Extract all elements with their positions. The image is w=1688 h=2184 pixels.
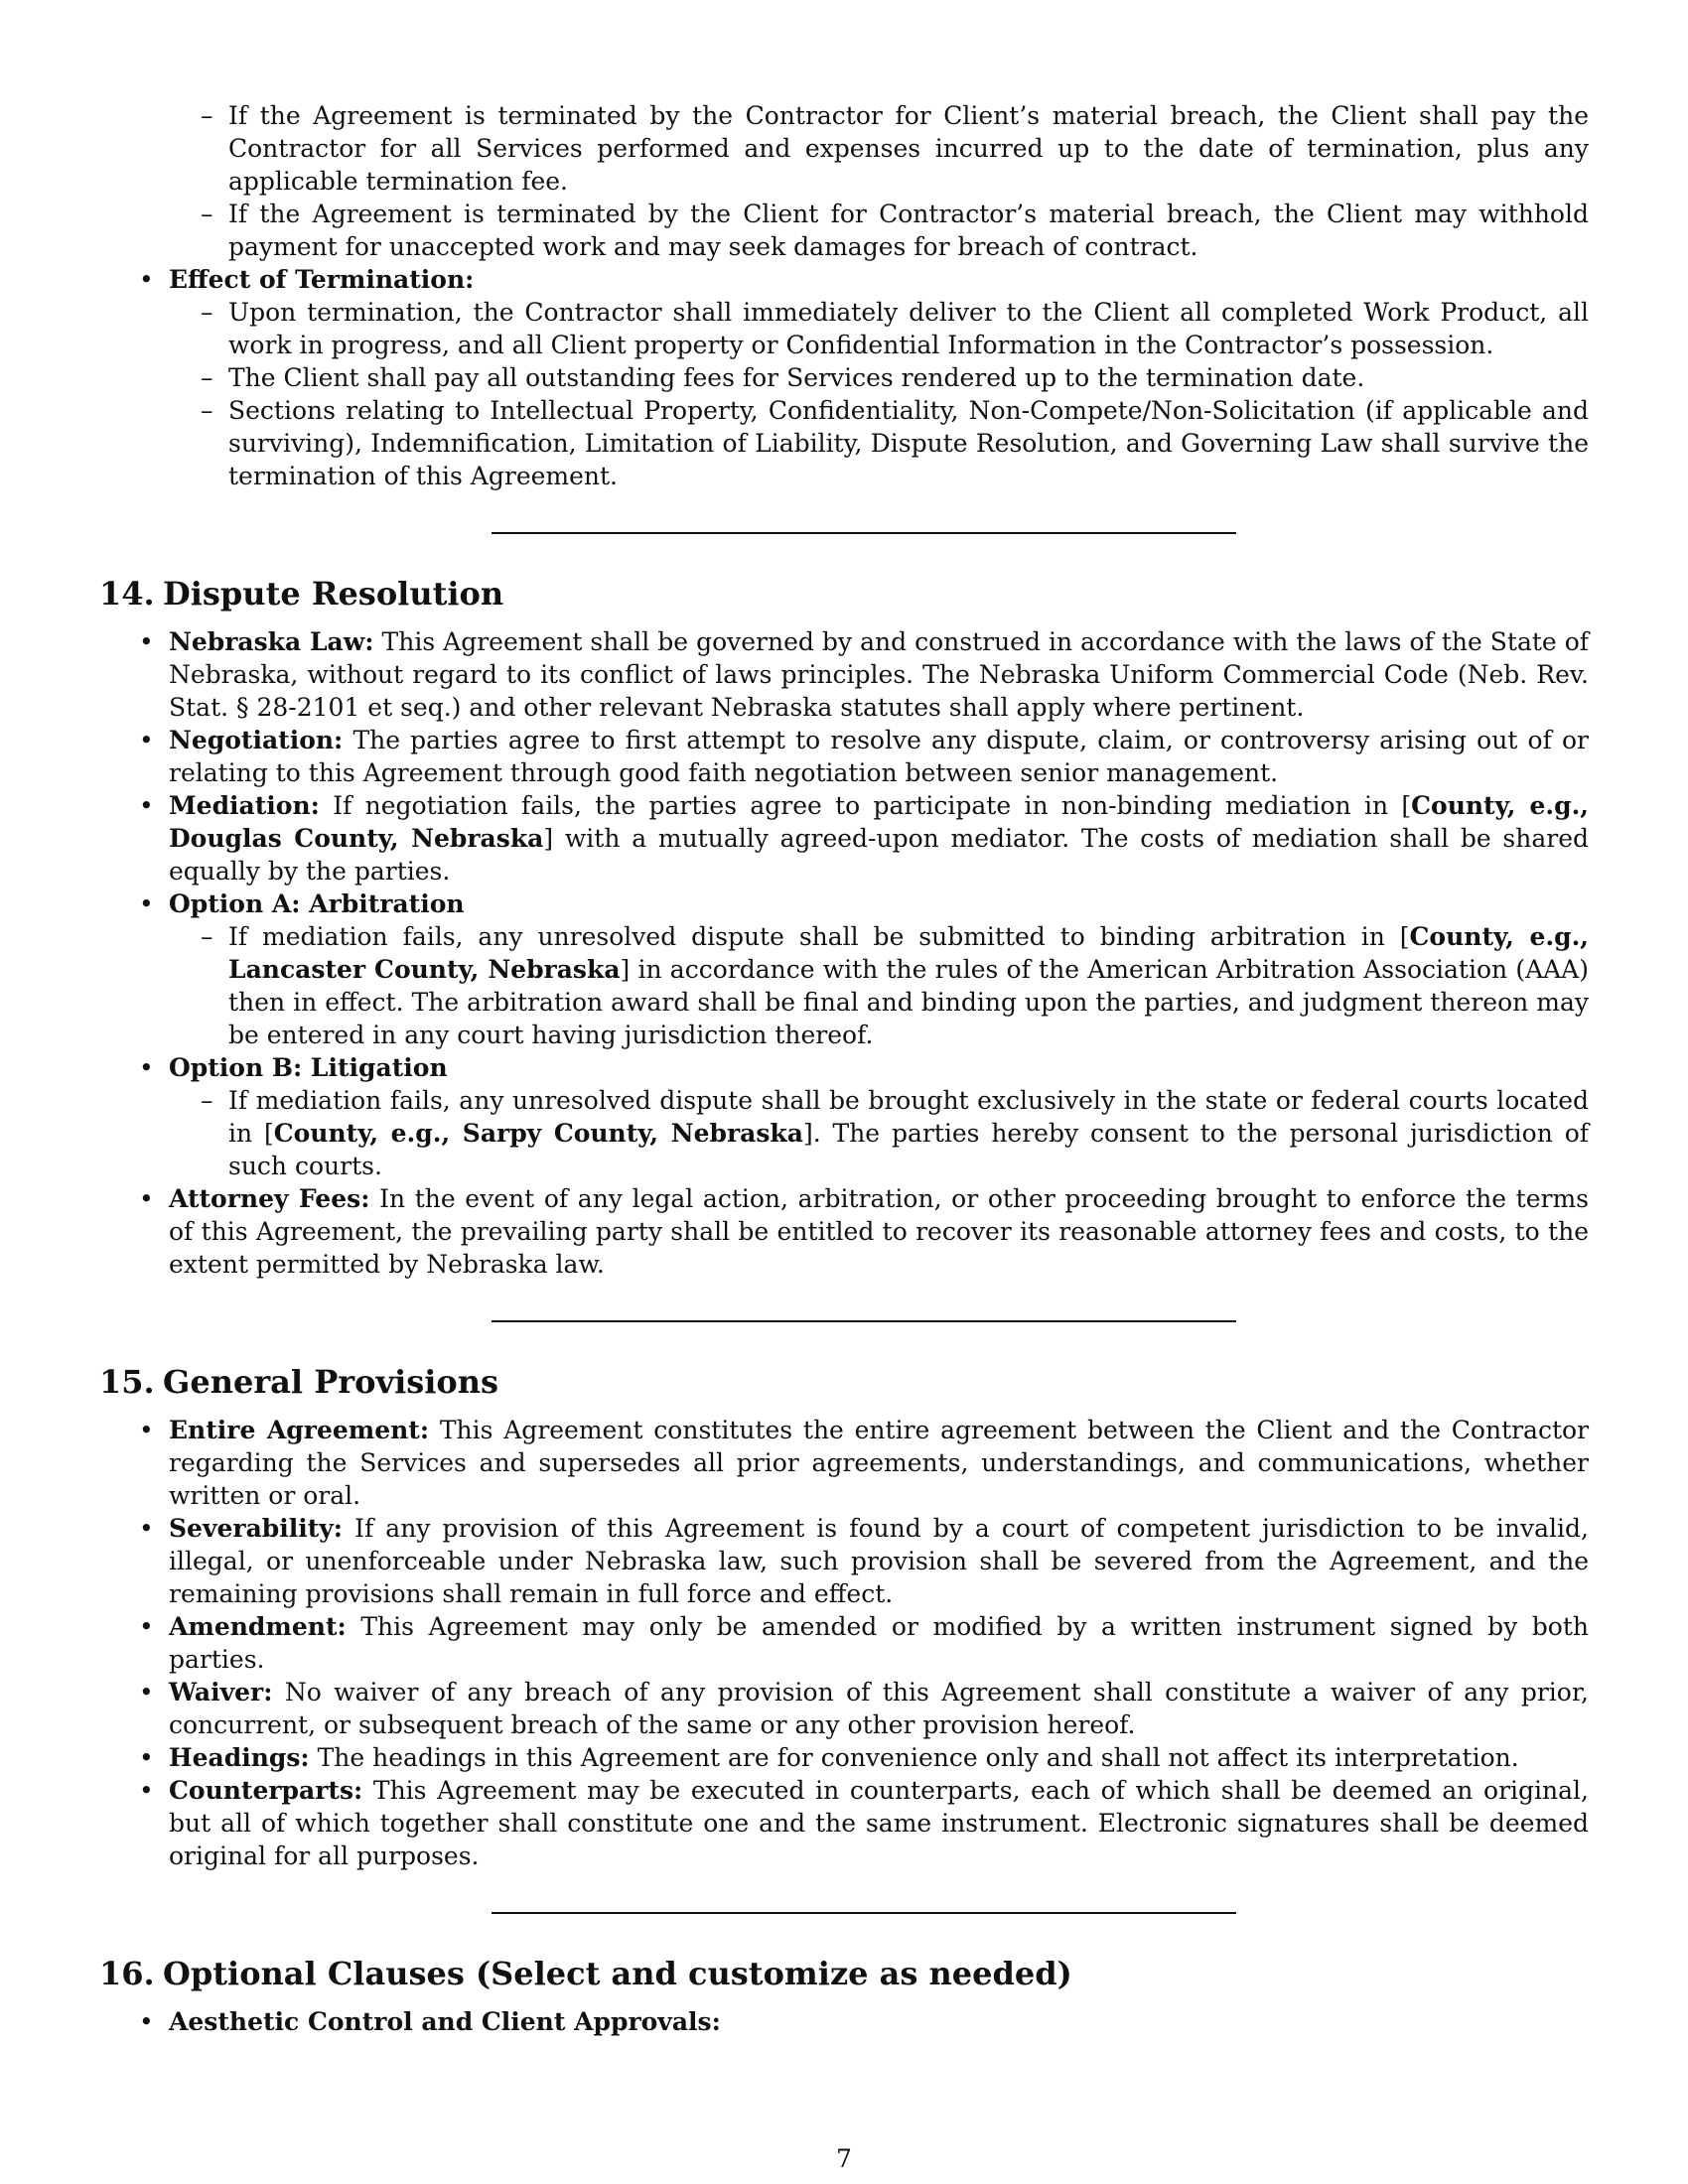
list-item: – If the Agreement is terminated by the Contractor for Client’s material breach, the Client shall pay the Contractor for all Services performed and expenses incurred up to the date of termination, plus any applicable termination fee. — [169, 99, 1589, 198]
general-provisions-list — [99, 1414, 1589, 1872]
page-content — [99, 99, 1589, 2038]
list-item: – Sections relating to Intellectual Property, Confidentiality, Non-Compete/Non-Solicitation (if applicable and surviving), Indemnification, Limitation of Liability, Dispute Resolution, and Governing Law shall survive the termination of this Agreement. — [169, 394, 1589, 492]
item-label: Waiver: — [169, 1678, 273, 1706]
item-text: ] with a mutually agreed-upon mediator. The costs of mediation shall be shared equally by the parties. — [169, 824, 1590, 886]
list-item — [99, 1774, 1589, 1872]
list-item — [99, 1512, 1589, 1610]
placeholder-county: County, e.g., Sarpy County, Nebraska — [273, 1119, 803, 1148]
section-title: Optional Clauses (Select and customize as needed) — [163, 1955, 1072, 1992]
effect-of-termination-label: Effect of Termination: — [169, 265, 475, 294]
item-text: This Agreement may only be amended or modified by a written instrument signed by both parties. — [169, 1612, 1590, 1674]
section-heading-15 — [99, 1362, 1589, 1402]
placeholder-county: County, e.g., Lancaster County, Nebraska — [228, 922, 1589, 984]
optional-clauses-list — [99, 2005, 1589, 2038]
item-label: Headings: — [169, 1743, 310, 1772]
section-heading-16 — [99, 1954, 1589, 1993]
section-divider — [492, 1320, 1236, 1322]
option-b-sublist — [169, 1084, 1589, 1182]
item-label: Aesthetic Control and Client Approvals: — [169, 2007, 721, 2036]
item-label: Severability: — [169, 1514, 344, 1543]
item-label: Option B: Litigation — [169, 1053, 448, 1082]
list-item — [99, 1741, 1589, 1774]
list-item — [169, 1084, 1589, 1182]
item-text: ]. The parties hereby consent to the personal jurisdiction of such courts. — [228, 1119, 1590, 1180]
section-number: 15. — [99, 1363, 155, 1401]
item-label: Mediation: — [169, 791, 320, 820]
dispute-resolution-list — [99, 625, 1589, 1281]
list-item — [99, 1414, 1589, 1512]
page-number: 7 — [836, 2144, 852, 2173]
item-label: Negotiation: — [169, 726, 344, 754]
item-text: If mediation fails, any unresolved dispute shall be submitted to binding arbitration in [ — [228, 922, 1410, 951]
item-text: If mediation fails, any unresolved dispute shall be brought exclusively in the state or federal courts located in [ — [228, 1086, 1589, 1148]
list-item: – If the Agreement is terminated by the Client for Contractor’s material breach, the Client may withhold payment for unaccepted work and may seek damages for breach of contract. — [169, 198, 1589, 263]
item-text: This Agreement shall be governed by and construed in accordance with the laws of the State of Nebraska, without regard to its conflict of laws principles. The Nebraska Uniform Commercial Code (Neb. Rev. Stat. § 28-2101 et seq.) and other relevant Nebraska statutes shall apply where pertinent. — [169, 627, 1590, 722]
item-label: Nebraska Law: — [169, 627, 374, 656]
item-label: Attorney Fees: — [169, 1184, 370, 1213]
item-text: The parties agree to first attempt to resolve any dispute, claim, or controversy arising out of or relating to this Agreement through good faith negotiation between senior management. — [169, 726, 1589, 787]
item-label: Entire Agreement: — [169, 1416, 430, 1444]
list-item — [99, 1610, 1589, 1676]
item-text: If negotiation fails, the parties agree to participate in non-binding mediation in [ — [333, 791, 1412, 820]
item-text: ] in accordance with the rules of the American Arbitration Association (AAA) then in effect. The arbitration award shall be final and binding upon the parties, and judgment thereon may be entered in any court having jurisdiction thereof. — [228, 955, 1589, 1049]
item-text: The headings in this Agreement are for convenience only and shall not affect its interpretation. — [317, 1743, 1519, 1772]
effect-of-termination-sublist — [169, 296, 1589, 492]
item-text: No waiver of any breach of any provision of this Agreement shall constitute a waiver of any prior, concurrent, or subsequent breach of the same or any other provision hereof. — [169, 1678, 1589, 1739]
list-item — [169, 920, 1589, 1051]
placeholder-county: County, e.g., Douglas County, Nebraska — [169, 791, 1589, 853]
section-heading-14 — [99, 574, 1589, 614]
item-text: This Agreement constitutes the entire agreement between the Client and the Contractor regarding the Services and supersedes all prior agreements, understandings, and communications, whether written or oral. — [169, 1416, 1590, 1510]
section-number: 16. — [99, 1955, 155, 1992]
termination-payment-sublist — [169, 99, 1589, 263]
termination-payment-group — [99, 99, 1589, 263]
section-number: 14. — [99, 575, 155, 613]
list-item — [99, 1182, 1589, 1281]
list-item — [99, 789, 1589, 887]
list-item — [99, 625, 1589, 724]
list-item: – The Client shall pay all outstanding fees for Services rendered up to the termination date. — [169, 361, 1589, 394]
list-item — [99, 1676, 1589, 1741]
section-divider — [492, 532, 1236, 534]
section-divider — [492, 1912, 1236, 1914]
termination-continued-list — [99, 99, 1589, 492]
list-item: – Upon termination, the Contractor shall immediately deliver to the Client all completed Work Product, all work in progress, and all Client property or Confidential Information in the Contractor’s possession. — [169, 296, 1589, 361]
list-item — [99, 2005, 1589, 2038]
list-item — [99, 887, 1589, 1051]
option-a-sublist — [169, 920, 1589, 1051]
list-item — [99, 724, 1589, 789]
item-text: This Agreement may be executed in counterparts, each of which shall be deemed an original, but all of which together shall constitute one and the same instrument. Electronic signatures shall be deemed original for all purposes. — [169, 1776, 1589, 1870]
item-label: Amendment: — [169, 1612, 347, 1641]
list-item — [99, 1051, 1589, 1182]
item-label: Option A: Arbitration — [169, 889, 465, 918]
item-text: If any provision of this Agreement is found by a court of competent jurisdiction to be invalid, illegal, or unenforceable under Nebraska law, such provision shall be severed from the Agreement, and the remaining provisions shall remain in full force and effect. — [169, 1514, 1590, 1608]
effect-of-termination-item — [99, 263, 1589, 492]
section-title: Dispute Resolution — [163, 575, 504, 613]
item-text: In the event of any legal action, arbitration, or other proceeding brought to enforce the terms of this Agreement, the prevailing party shall be entitled to recover its reasonable attorney fees and costs, to the extent permitted by Nebraska law. — [169, 1184, 1589, 1279]
section-title: General Provisions — [163, 1363, 499, 1401]
item-label: Counterparts: — [169, 1776, 363, 1805]
